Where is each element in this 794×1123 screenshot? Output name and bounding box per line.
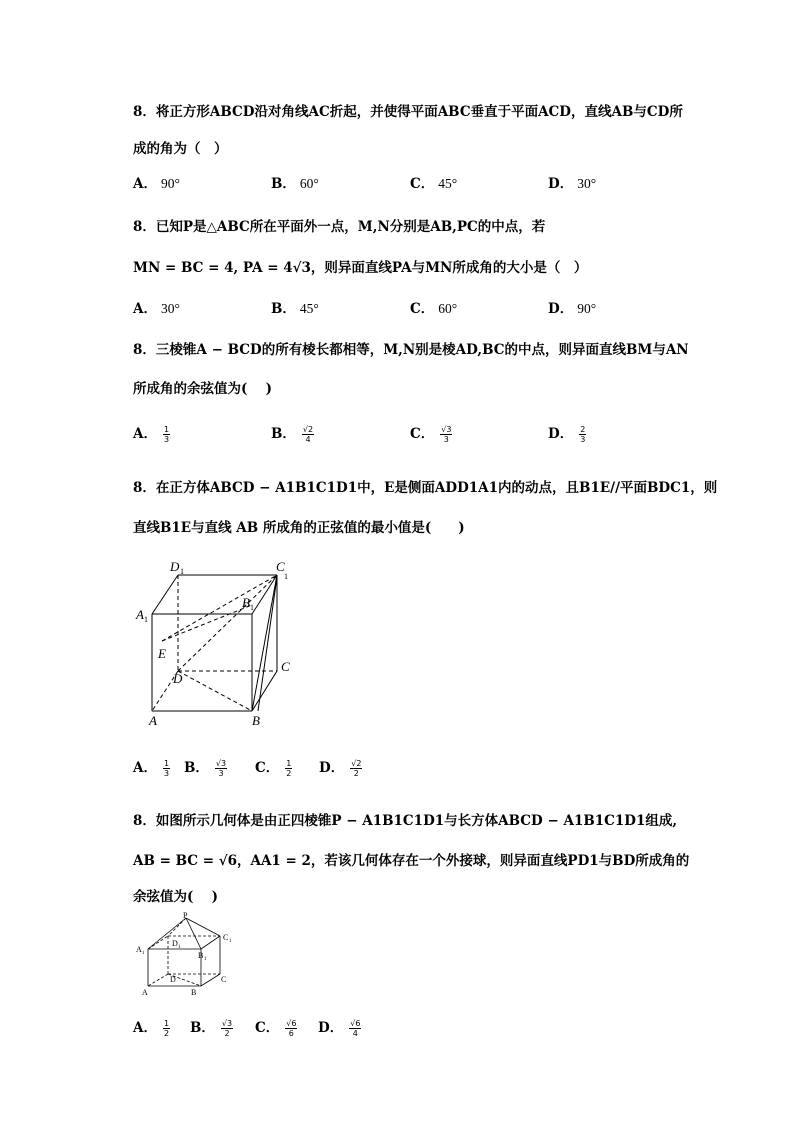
q5-option-d[interactable]: D． $\frac{√6}{4}$ [318, 1019, 361, 1038]
q4-option-a[interactable]: A． $\frac{1}{3}$ [133, 759, 170, 778]
label-b1-sub: 1 [204, 957, 207, 962]
label-a1: A [136, 945, 142, 954]
q1-stem-line2: 成的角为（ ） [133, 141, 228, 157]
label-c: C [221, 975, 227, 984]
label-c: C [281, 659, 290, 674]
q2-option-a[interactable]: A． 30° [133, 301, 180, 317]
label-p: P [183, 912, 188, 920]
q5-option-c[interactable]: C． $\frac{√6}{6}$ [255, 1019, 297, 1038]
q5-stem-line1: 8．如图所示几何体是由正四棱锥P − A1B1C1D1与长方体ABCD − A1B1C1D1组成, [133, 813, 678, 829]
label-a1-sub: 1 [142, 951, 145, 956]
label-c1-sub: 1 [284, 572, 288, 581]
label-d1-sub: 1 [180, 567, 184, 576]
q3-stem-line1: 8．三棱锥A − BCD的所有棱长都相等，M,N别是棱AD,BC的中点，则异面直线BM与AN [133, 342, 689, 358]
label-a1: A [136, 607, 144, 622]
label-b1: B [198, 951, 204, 960]
label-d: D [170, 975, 176, 984]
q1-option-c[interactable]: C． 45° [410, 176, 458, 192]
q3-stem-line2: 所成角的余弦值为( ) [133, 381, 272, 397]
q2-stem-line1: 8．已知P是△ABC所在平面外一点，M,N分别是AB,PC的中点，若 [133, 219, 546, 235]
label-c1: C [276, 559, 285, 574]
prism-pyramid-figure [130, 912, 240, 1000]
q4-option-c[interactable]: C． $\frac{1}{2}$ [255, 759, 292, 778]
q2-option-d[interactable]: D． 90° [548, 301, 597, 317]
q4-option-d[interactable]: D． $\frac{√2}{2}$ [319, 759, 362, 778]
label-e: E [158, 646, 166, 661]
q4-option-b[interactable]: B． $\frac{√3}{3}$ [184, 759, 227, 778]
q4-stem-line2: 直线B1E与直线 AB 所成角的正弦值的最小值是( ) [133, 520, 465, 536]
q4-stem-line1: 8．在正方体ABCD − A1B1C1D1中，E是侧面ADD1A1内的动点，且B1E//平面BDC1，则 [133, 480, 718, 496]
label-d1-sub: 1 [178, 945, 181, 950]
q2-stem-line2: MN = BC = 4, PA = 4√3，则异面直线PA与MN所成角的大小是（ ） [133, 260, 588, 276]
q5-stem-line3: 余弦值为( ) [133, 889, 218, 905]
q1-option-b[interactable]: B． 60° [271, 176, 319, 192]
label-a: A [149, 713, 157, 728]
label-a: A [142, 988, 148, 997]
q2-option-b[interactable]: B． 45° [271, 301, 319, 317]
q1-option-a[interactable]: A． 90° [133, 176, 180, 192]
label-c1-sub: 1 [229, 939, 232, 944]
q1-option-d[interactable]: D． 30° [548, 176, 597, 192]
q5-option-a[interactable]: A． $\frac{1}{2}$ [133, 1019, 170, 1038]
q2-option-c[interactable]: C． 60° [410, 301, 458, 317]
label-b: B [191, 988, 197, 997]
q3-option-a[interactable]: A． $\frac{1}{3}$ [133, 425, 170, 444]
label-d: D [173, 671, 183, 686]
label-b: B [252, 713, 260, 728]
q1-stem-line1: 8．将正方形ABCD沿对角线AC折起，并使得平面ABC垂直于平面ACD，直线AB与CD所 [133, 104, 683, 120]
q5-stem-line2: AB = BC = √6，AA1 = 2，若该几何体存在一个外接球，则异面直线PD1与BD所成角的 [133, 853, 690, 869]
q3-option-b[interactable]: B． $\frac{√2}{4}$ [271, 425, 314, 444]
label-b1: B [242, 595, 250, 610]
label-c1: C [223, 933, 229, 942]
label-a1-sub: 1 [144, 615, 148, 624]
q3-option-c[interactable]: C． $\frac{√3}{3}$ [410, 425, 452, 444]
label-b1-sub: 1 [250, 603, 254, 612]
cube-figure [130, 555, 305, 730]
q3-option-d[interactable]: D． $\frac{2}{3}$ [548, 425, 586, 444]
label-d1: D [170, 559, 180, 574]
label-d1: D [172, 939, 178, 948]
q5-option-b[interactable]: B． $\frac{√3}{2}$ [190, 1019, 233, 1038]
